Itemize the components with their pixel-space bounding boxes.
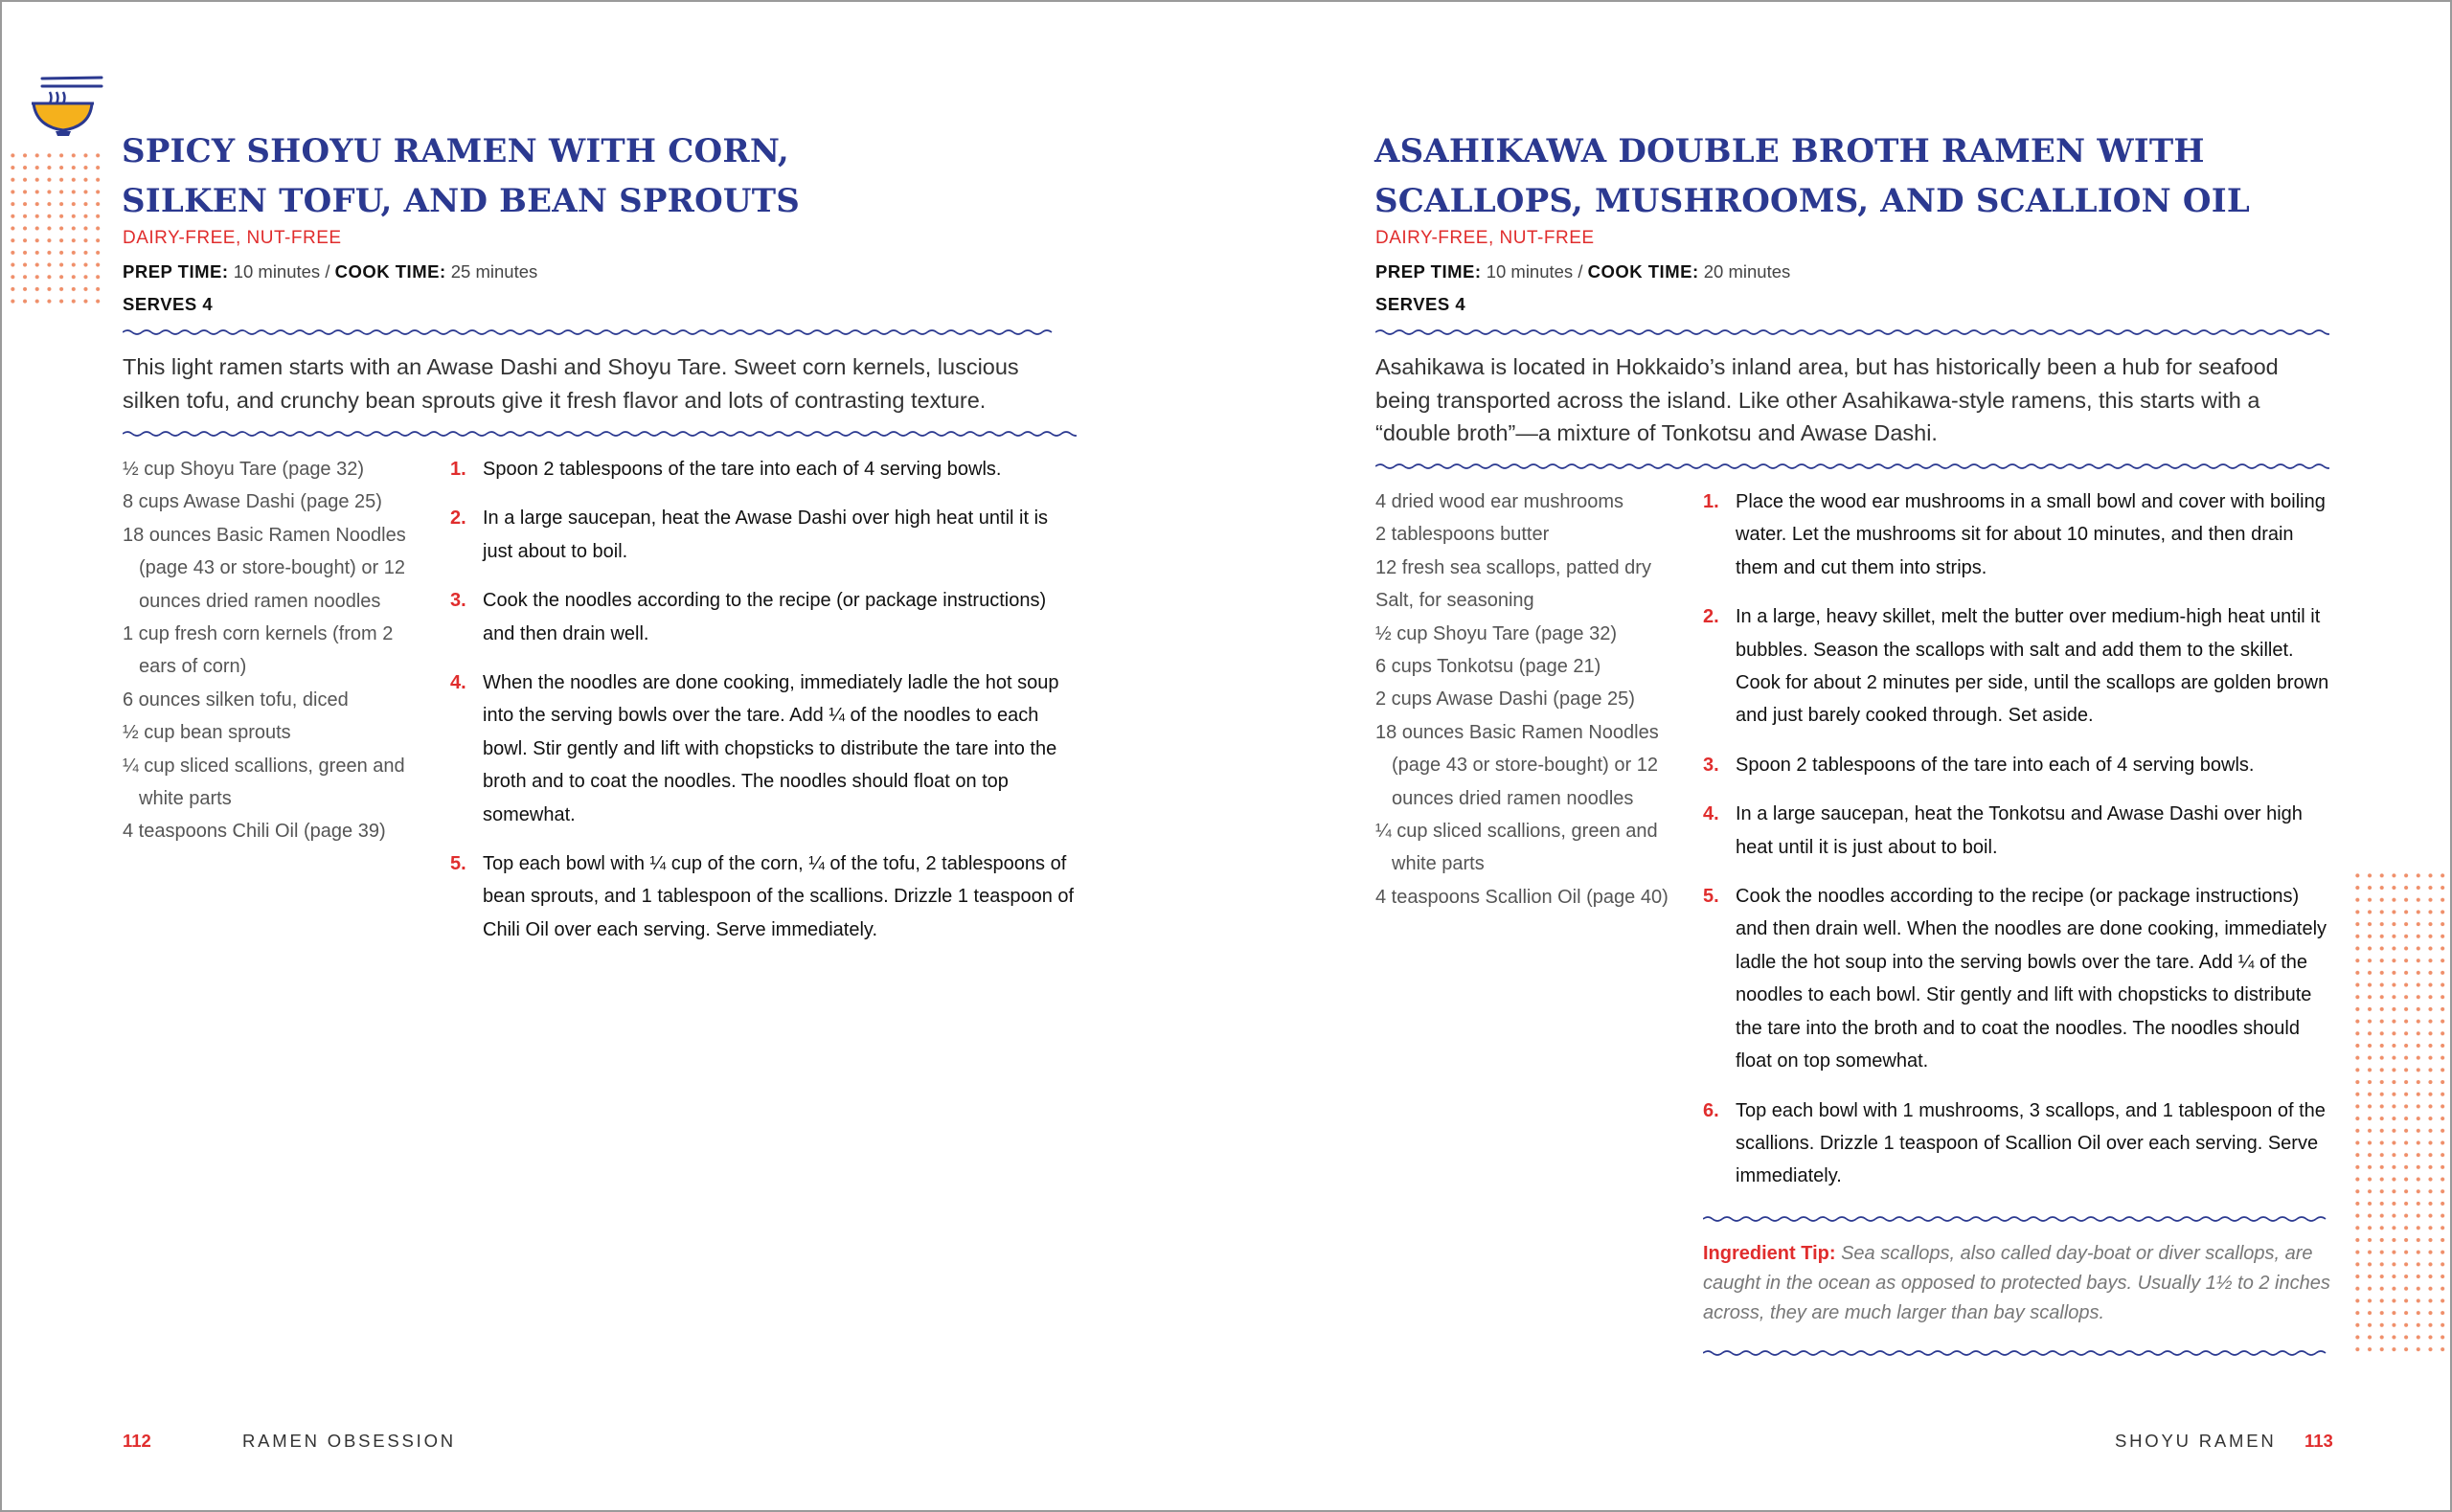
cook-time-value: 20 minutes: [1703, 261, 1791, 282]
prep-time-value: 10 minutes: [1486, 261, 1574, 282]
step-number: 4.: [1703, 803, 1719, 825]
page-number-right: 113: [2304, 1431, 2333, 1451]
ingredient-item: ¼ cup sliced scallions, green and white parts: [1375, 821, 1658, 875]
step-item: [450, 502, 1082, 568]
step-text: When the noodles are done cooking, immediately ladle the hot soup into the serving bowls over the tare. Add ¼ of the noodles to each bowl. Stir gently and lift with chopsticks to distribute the tare into the broth and to coat the noodles. The noodles should float on top somewhat.: [483, 672, 1059, 825]
cook-time-label: COOK TIME:: [334, 261, 446, 282]
step-number: 4.: [450, 672, 466, 694]
step-item: [450, 453, 1082, 485]
step-item: [1703, 880, 2335, 1077]
title-line: SCALLOPS, MUSHROOMS, AND SCALLION OIL: [1374, 182, 2250, 220]
dot-pattern-left: [7, 149, 104, 305]
step-text: In a large saucepan, heat the Tonkotsu and Awase Dashi over high heat until it is just about to boil.: [1736, 803, 2303, 858]
prep-time-label: PREP TIME:: [1375, 261, 1482, 282]
ingredient-item: 8 cups Awase Dashi (page 25): [123, 491, 382, 513]
time-info-right: [1375, 261, 1790, 282]
step-item: [450, 666, 1082, 831]
intro-right: Asahikawa is located in Hokkaido’s inland area, but has historically been a hub for seafood being transported across the island. Like other Asahikawa-style ramens, this starts with a “double broth”—a mixture of Tonkotsu and Awase Dashi.: [1375, 354, 2279, 445]
ingredient-item: 12 fresh sea scallops, patted dry: [1375, 556, 1651, 578]
time-info-left: [123, 261, 537, 282]
prep-time-value: 10 minutes: [233, 261, 321, 282]
ingredient-item: 4 teaspoons Scallion Oil (page 40): [1375, 886, 1669, 908]
step-item: [1703, 600, 2335, 733]
step-number: 5.: [450, 853, 466, 875]
ingredient-item: 6 ounces silken tofu, diced: [123, 688, 349, 711]
time-separator: /: [325, 261, 330, 282]
wave-divider: [123, 327, 1077, 337]
step-number: 1.: [1703, 491, 1719, 512]
prep-time-label: PREP TIME:: [123, 261, 229, 282]
page-number-left: 112: [123, 1431, 151, 1451]
step-text: In a large, heavy skillet, melt the butter over medium-high heat until it bubbles. Season the scallops with salt and add them to the skillet. Cook for about 2 minutes per side, until the scallops are golden brown and just barely cooked through. Set aside.: [1736, 606, 2329, 727]
ingredient-item: Salt, for seasoning: [1375, 590, 1534, 612]
serves-left: SERVES 4: [123, 294, 214, 314]
step-number: 6.: [1703, 1099, 1719, 1121]
title-line: SILKEN TOFU, AND BEAN SPROUTS: [122, 182, 801, 220]
step-text: Spoon 2 tablespoons of the tare into each of 4 serving bowls.: [1736, 754, 2255, 776]
step-text: Top each bowl with ¼ cup of the corn, ¼ of the tofu, 2 tablespoons of bean sprouts, and 1 tablespoon of the scallions. Drizzle 1 teaspoon of Chili Oil over each serving. Serve immediately.: [483, 853, 1075, 940]
intro-left: This light ramen starts with an Awase Dashi and Shoyu Tare. Sweet corn kernels, luscious silken tofu, and crunchy bean sprouts give it fresh flavor and lots of contrasting texture.: [123, 354, 1019, 413]
step-number: 2.: [450, 508, 466, 530]
diet-tags-left: DAIRY-FREE, NUT-FREE: [123, 228, 342, 248]
tip-text: Sea scallops, also called day-boat or diver scallops, are caught in the ocean as opposed to protected bays. Usually 1½ to 2 inches across, they are much larger than bay scallops.: [1703, 1243, 2330, 1323]
ingredient-tip: [1703, 1239, 2335, 1328]
ingredient-item: 6 cups Tonkotsu (page 21): [1375, 656, 1601, 678]
tip-label: Ingredient Tip:: [1703, 1243, 1836, 1264]
steps-right: [1703, 485, 2335, 1209]
serves-right: SERVES 4: [1375, 294, 1466, 314]
dot-pattern-right: [2351, 869, 2449, 1353]
ingredient-item: 2 cups Awase Dashi (page 25): [1375, 688, 1635, 711]
step-text: Spoon 2 tablespoons of the tare into each of 4 serving bowls.: [483, 459, 1002, 480]
step-text: In a large saucepan, heat the Awase Dashi over high heat until it is just about to boil.: [483, 508, 1049, 562]
step-text: Cook the noodles according to the recipe (or package instructions) and then drain well.: [483, 590, 1047, 644]
title-line: ASAHIKAWA DOUBLE BROTH RAMEN WITH: [1374, 132, 2205, 170]
wave-divider: [1375, 462, 2329, 471]
cook-time-value: 25 minutes: [450, 261, 538, 282]
ingredient-item: ¼ cup sliced scallions, green and white parts: [123, 755, 405, 810]
step-text: Place the wood ear mushrooms in a small bowl and cover with boiling water. Let the mushrooms sit for about 10 minutes, and then drain them and cut them into strips.: [1736, 491, 2326, 578]
step-item: [1703, 798, 2335, 864]
ingredient-item: 1 cup fresh corn kernels (from 2 ears of corn): [123, 623, 394, 678]
cook-time-label: COOK TIME:: [1587, 261, 1699, 282]
ingredient-item: 4 dried wood ear mushrooms: [1375, 491, 1624, 512]
diet-tags-right: DAIRY-FREE, NUT-FREE: [1375, 228, 1595, 248]
step-item: [450, 847, 1082, 946]
step-item: [1703, 749, 2335, 781]
ingredient-list-left: [123, 453, 421, 848]
recipe-title-right: [1374, 126, 2250, 226]
ingredient-item: ½ cup Shoyu Tare (page 32): [1375, 622, 1618, 644]
ingredient-item: ½ cup Shoyu Tare (page 32): [123, 459, 365, 480]
ingredient-item: ½ cup bean sprouts: [123, 722, 291, 744]
recipe-title-left: [122, 126, 800, 226]
step-number: 1.: [450, 459, 466, 480]
step-number: 3.: [450, 590, 466, 612]
wave-divider: [1375, 327, 2329, 337]
steps-left: [450, 453, 1082, 962]
step-item: [1703, 1095, 2335, 1193]
ingredient-item: 2 tablespoons butter: [1375, 524, 1550, 546]
ingredient-list-right: [1375, 485, 1674, 914]
ingredient-item: 18 ounces Basic Ramen Noodles (page 43 or store-bought) or 12 ounces dried ramen noodles: [123, 524, 406, 612]
step-number: 2.: [1703, 606, 1719, 628]
title-line: SPICY SHOYU RAMEN WITH CORN,: [122, 132, 789, 170]
step-text: Cook the noodles according to the recipe (or package instructions) and then drain well. When the noodles are done cooking, immediately ladle the hot soup into the serving bowls over the tare. Add ¼ of the noodles to each bowl. Stir gently and lift with chopsticks to distribute the tare into the broth and to coat the noodles. The noodles should float on top somewhat.: [1736, 886, 2327, 1072]
wave-divider: [1703, 1348, 2329, 1358]
time-separator: /: [1578, 261, 1583, 282]
step-number: 3.: [1703, 754, 1719, 776]
step-item: [450, 584, 1082, 650]
step-number: 5.: [1703, 886, 1719, 908]
wave-divider: [1703, 1214, 2329, 1224]
step-text: Top each bowl with 1 mushrooms, 3 scallops, and 1 tablespoon of the scallions. Drizzle 1 teaspoon of Scallion Oil over each serving. Serve immediately.: [1736, 1099, 2326, 1187]
ingredient-item: 4 teaspoons Chili Oil (page 39): [123, 821, 386, 843]
running-head-left: RAMEN OBSESSION: [242, 1431, 456, 1451]
ingredient-item: 18 ounces Basic Ramen Noodles (page 43 or store-bought) or 12 ounces dried ramen noodles: [1375, 721, 1659, 809]
wave-divider: [123, 429, 1077, 439]
ramen-bowl-icon: [29, 73, 105, 138]
step-item: [1703, 485, 2335, 584]
running-head-right: SHOYU RAMEN: [2115, 1431, 2277, 1451]
